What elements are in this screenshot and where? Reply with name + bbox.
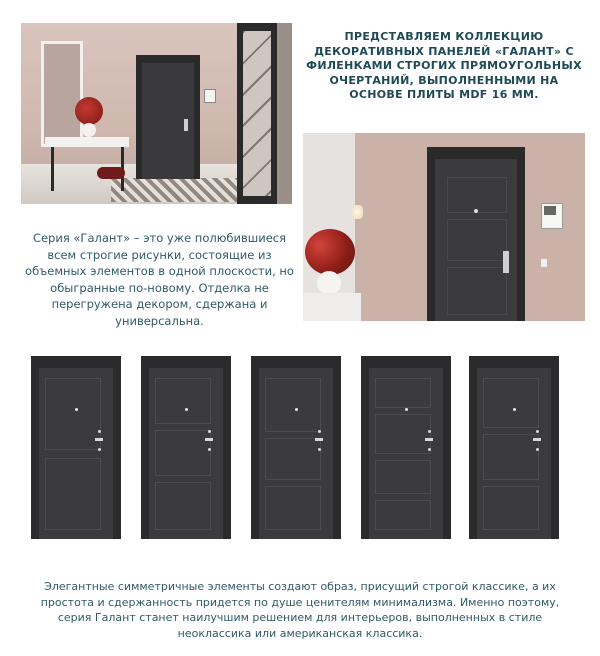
intro-paragraph: Серия «Галант» – это уже полюбившиеся всем строгие рисунки, состоящие из объемных элементов в одной плоскости, но обыгранные по-новому. Отделка не перегружена декором, сдержана и универсальна. [25,231,294,328]
closing-paragraph: Элегантные симметричные элементы создают образ, присущий строгой классике, а их простота и сдержанность придется по душе ценителям минимализма. Именно поэтому, серия Галант станет наилучшим решением для интерьеров, выполненных в стиле неоклассика или американская классика. [40,580,560,640]
door-interior-photo [303,133,585,321]
mirror [41,41,83,147]
hallway-photo [21,23,292,204]
door-variant-1 [31,356,121,539]
wall-lamp [351,205,363,219]
door-variant-2 [141,356,231,539]
page-heading: ПРЕДСТАВЛЯЕМ КОЛЛЕКЦИЮ ДЕКОРАТИВНЫХ ПАНЕЛЕЙ «ГАЛАНТ» С ФИЛЕНКАМИ СТРОГИХ ПРЯМОУГОЛЬНЫХ ОЧЕРТАНИЙ, ВЫПОЛНЕННЫМИ НА ОСНОВЕ ПЛИТЫ MDF 16 ММ. [306,30,582,101]
door-variant-4 [361,356,451,539]
door-variant-5 [469,356,559,539]
door-variant-3 [251,356,341,539]
intercom [204,89,216,103]
